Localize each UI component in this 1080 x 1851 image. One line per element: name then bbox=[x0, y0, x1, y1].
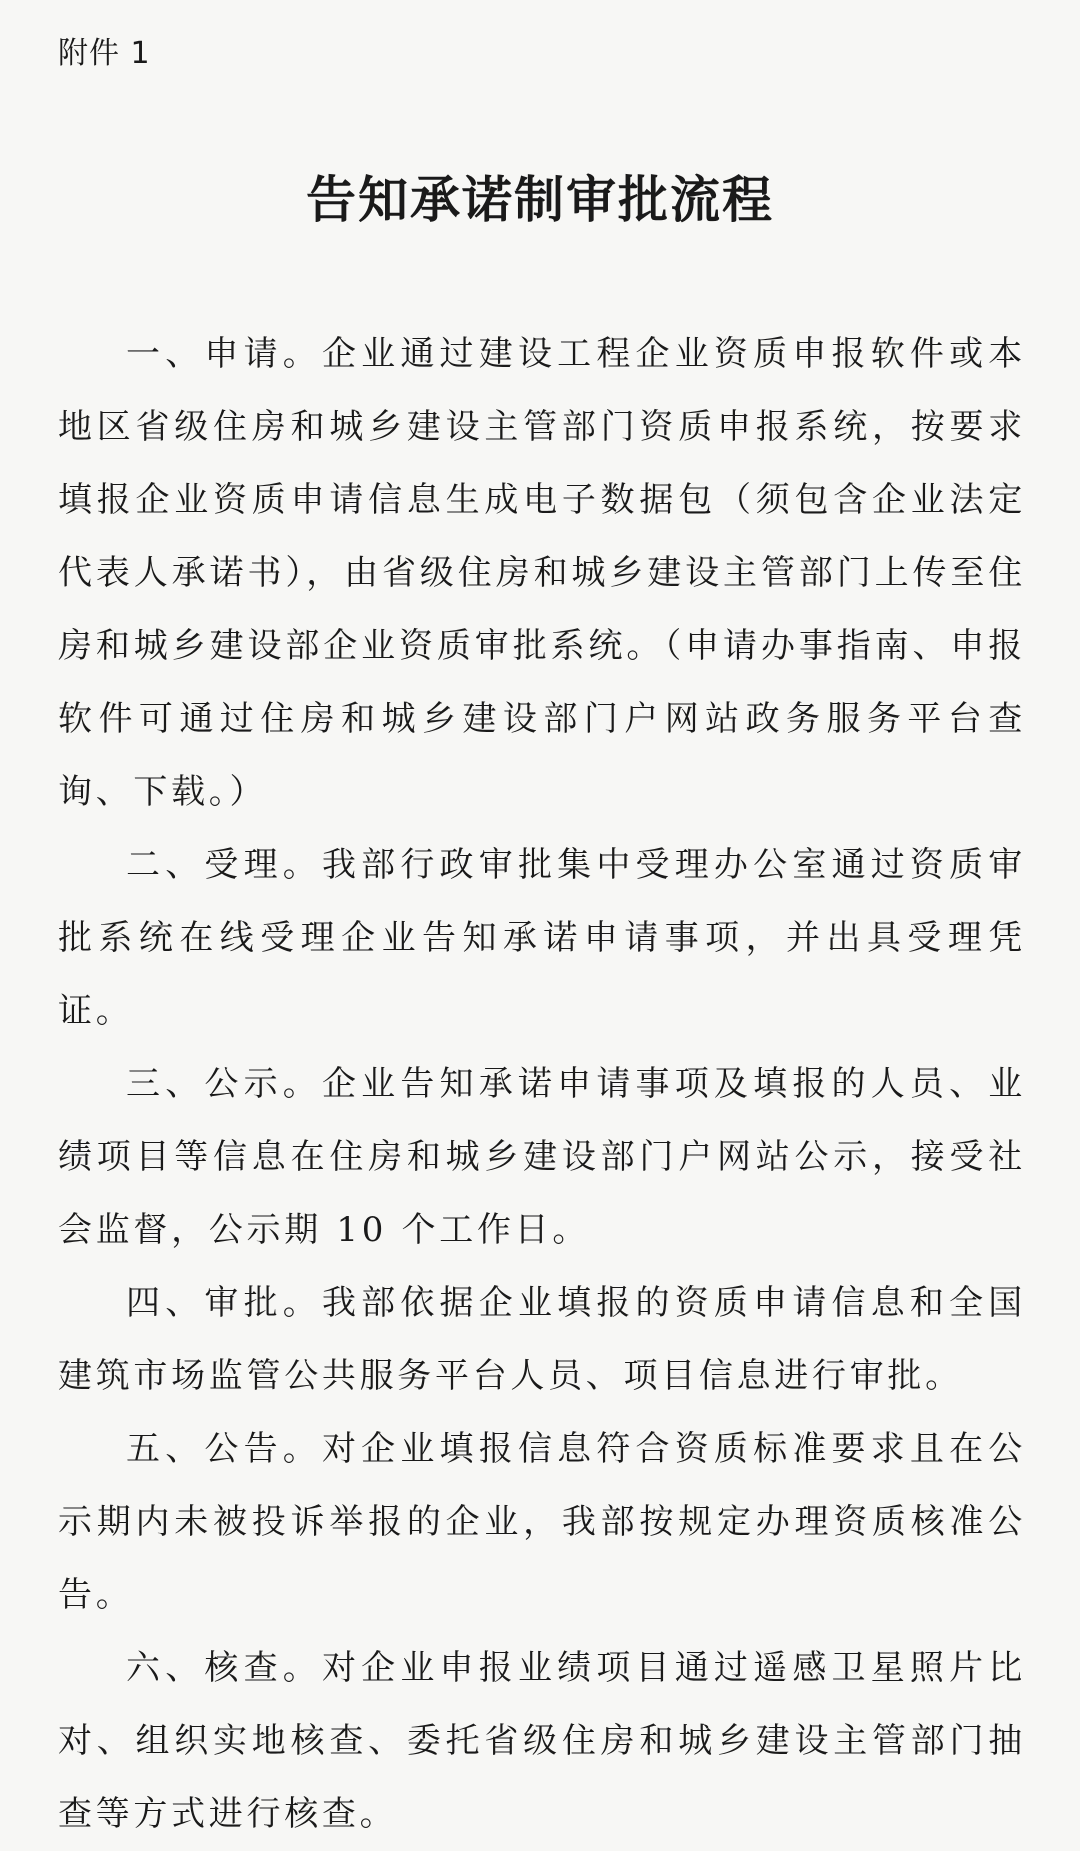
paragraph-approval: 四、审批。我部依据企业填报的资质申请信息和全国建筑市场监管公共服务平台人员、项目信息进行审批。 bbox=[58, 1283, 1026, 1396]
paragraph-acceptance: 二、受理。我部行政审批集中受理办公室通过资质审批系统在线受理企业告知承诺申请事项，并出具受理凭证。 bbox=[58, 845, 1026, 1031]
paragraph-verification: 六、核查。对企业申报业绩项目通过遥感卫星照片比对、组织实地核查、委托省级住房和城乡建设主管部门抽查等方式进行核查。 bbox=[58, 1648, 1026, 1834]
paragraph-publicity: 三、公示。企业告知承诺申请事项及填报的人员、业绩项目等信息在住房和城乡建设部门户网站公示，接受社会监督，公示期 10 个工作日。 bbox=[58, 1064, 1026, 1250]
paragraph-application: 一、申请。企业通过建设工程企业资质申报软件或本地区省级住房和城乡建设主管部门资质申报系统，按要求填报企业资质申请信息生成电子数据包（须包含企业法定代表人承诺书），由省级住房和城乡建设主管部门上传至住房和城乡建设部企业资质审批系统。（申请办事指南、申报软件可通过住房和城乡建设部门户网站政务服务平台查询、下载。） bbox=[58, 334, 1026, 812]
paragraph-announcement: 五、公告。对企业填报信息符合资质标准要求且在公示期内未被投诉举报的企业，我部按规定办理资质核准公告。 bbox=[58, 1429, 1026, 1615]
attachment-label: 附件 1 bbox=[58, 36, 151, 71]
document-body bbox=[58, 318, 1026, 1851]
page-title: 告知承诺制审批流程 bbox=[306, 171, 774, 229]
